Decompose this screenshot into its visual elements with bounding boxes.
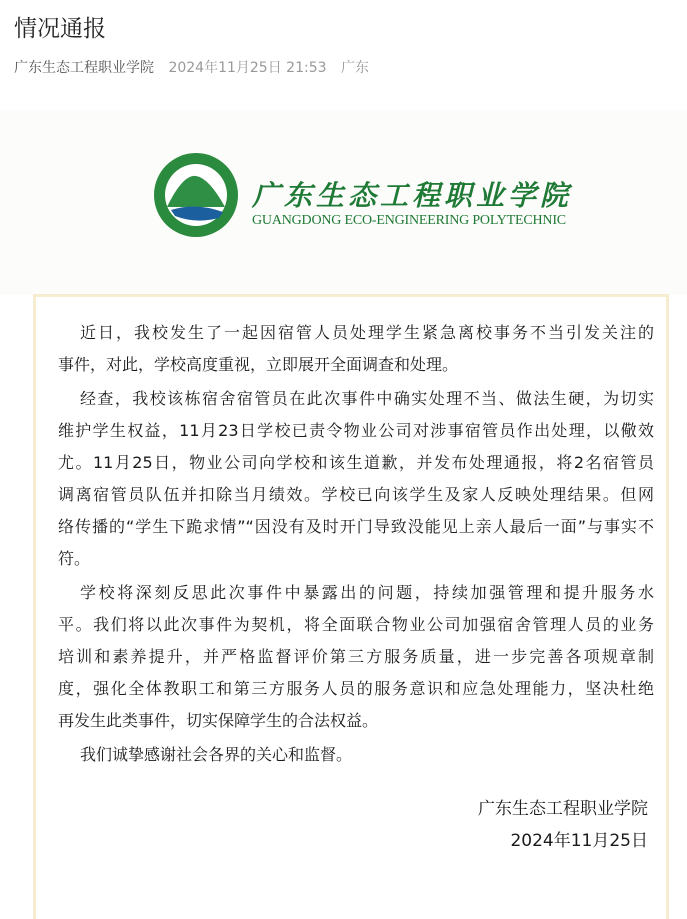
paragraph-line: 培训和素养提升，并严格监督评价第三方服务质量，进一步完善各项规章制 (58, 647, 654, 666)
paragraph-line: 经查，我校该栋宿舍宿管员在此次事件中确实处理不当、做法生硬，为切实 (80, 389, 654, 408)
source-link[interactable]: 广东生态工程职业学院 (14, 60, 154, 76)
notice-body (58, 317, 654, 773)
paragraph (58, 739, 654, 771)
paragraph (58, 383, 654, 575)
logo-name-en: GUANGDONG ECO-ENGINEERING POLYTECHNIC (252, 213, 566, 228)
logo-name-cn: 广东生态工程职业学院 (252, 179, 573, 212)
paragraph-line: 维护学生权益，11月23日学校已责令物业公司对涉事宿管员作出处理，以儆效 (58, 421, 654, 440)
paragraph-line: 度，强化全体教职工和第三方服务人员的服务意识和应急处理能力，坚决杜绝 (58, 679, 654, 698)
paragraph-line: 事件，对此，学校高度重视，立即展开全面调查和处理。 (58, 355, 459, 374)
publish-location: 广东 (340, 60, 369, 76)
paragraph-line: 我们诚挚感谢社会各界的关心和监督。 (80, 745, 353, 764)
signature-date: 2024年11月25日 (510, 831, 648, 851)
paragraph-line: 符。 (58, 549, 91, 568)
paragraph-line: 调离宿管员队伍并扣除当月绩效。学校已向该学生及家人反映处理结果。但网 (58, 485, 654, 504)
paragraph-line: 平。我们将以此次事件为契机，将全面联合物业公司加强宿舍管理人员的业务 (58, 615, 654, 634)
paragraph (58, 577, 654, 737)
paragraph-line: 尤。11月25日，物业公司向学校和该生道歉，并发布处理通报，将2名宿管员 (58, 453, 654, 472)
paragraph (58, 317, 654, 381)
signature (478, 793, 648, 857)
article-meta (14, 57, 369, 77)
paragraph-line: 近日，我校发生了一起因宿管人员处理学生紧急离校事务不当引发关注的 (80, 323, 654, 342)
publish-datetime: 2024年11月25日 21:53 (168, 60, 327, 76)
paragraph-line: 络传播的“学生下跪求情”“因没有及时开门导致没能见上亲人最后一面”与事实不 (58, 517, 654, 536)
notice-card (33, 294, 669, 919)
signature-org: 广东生态工程职业学院 (478, 799, 648, 819)
article-title: 情况通报 (14, 16, 106, 42)
paragraph-line: 学校将深刻反思此次事件中暴露出的问题，持续加强管理和提升服务水 (80, 583, 654, 602)
paragraph-line: 再发生此类事件，切实保障学生的合法权益。 (58, 711, 379, 730)
school-seal-logo (153, 152, 239, 238)
